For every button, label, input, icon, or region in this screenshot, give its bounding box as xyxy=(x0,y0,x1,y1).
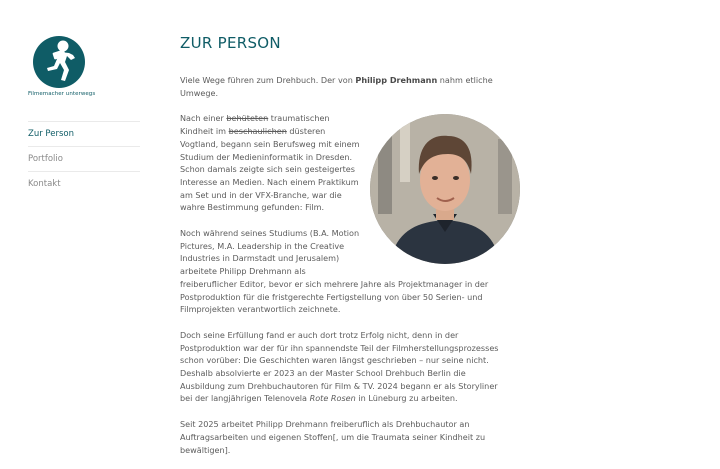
p4-telenovela-title: Rote Rosen xyxy=(309,393,356,404)
nav-item-portfolio[interactable]: Portfolio xyxy=(28,146,140,171)
intro-text-end: nahm etliche Umwege. xyxy=(180,75,493,98)
p4-text-a: Doch seine Erfüllung fand er auch dort trotz Erfolg nicht, denn in der Postproduktion war der für ihn spannendste Teil der Filmherstellungsprozesses schon vorüber: Die Geschichten waren längst geschrieben – nur seine nicht. Deshalb absolvierte er 2023 an der Master School Drehbuch Berlin die Ausbildung zum Drehbuchautoren für Film & TV. 2024 begann er als Storyliner bei der langjährigen Telenovela xyxy=(180,329,499,404)
paragraph-fulfilment xyxy=(180,329,510,405)
p2-text-b: traumatischen Kindheit im xyxy=(180,113,330,137)
p2-text-c: düsteren Vogtland, begann sein Berufsweg mit einem Studium der Medieninformatik in Dresden. Schon damals zeigte sich sein gesteigertes Interesse an Medien. Nach einem Praktikum am Set und in der VFX-Branche, war die wahre Bestimmung gefunden: Film. xyxy=(180,126,360,213)
logo-text: Filmemacher unterwegs xyxy=(28,91,96,97)
p4-text-b: in Lüneburg zu arbeiten. xyxy=(355,393,458,404)
page-title: ZUR PERSON xyxy=(180,34,281,52)
paragraph-current: Seit 2025 arbeitet Philipp Drehmann freiberuflich als Drehbuchautor an Auftragsarbeiten und eigenen Stoffen[, um die Traumata seiner Kindheit zu bewältigen]. xyxy=(180,419,486,455)
main-content xyxy=(180,34,510,469)
main-navigation xyxy=(28,121,140,196)
intro-name: Philipp Drehmann xyxy=(355,75,438,85)
paragraph-studies: Noch während seines Studiums (B.A. Motion Pictures, M.A. Leadership in the Creative Industries in Darmstadt und Jerusalem) arbeitete Philipp Drehmann als freiberuflicher Editor, bevor er sich mehrere Jahre als Projektmanager in der Postproduktion für die fristgerechte Fertigstellung von über 50 Serien- und Filmprojekten verantwortlich zeichnete. xyxy=(180,228,489,315)
intro-paragraph xyxy=(180,74,510,99)
p2-strike-2: beschaulichen xyxy=(228,126,287,137)
portrait-photo xyxy=(370,114,520,264)
intro-text: Viele Wege führen zum Drehbuch. Der von xyxy=(180,75,356,85)
nav-item-zur-person[interactable]: Zur Person xyxy=(28,121,140,146)
nav-item-kontakt[interactable]: Kontakt xyxy=(28,171,140,196)
running-filmmaker-icon xyxy=(33,36,85,88)
site-logo[interactable] xyxy=(28,36,96,97)
p2-strike-1: behüteten xyxy=(226,113,269,124)
p2-text-a: Nach einer xyxy=(180,113,227,124)
